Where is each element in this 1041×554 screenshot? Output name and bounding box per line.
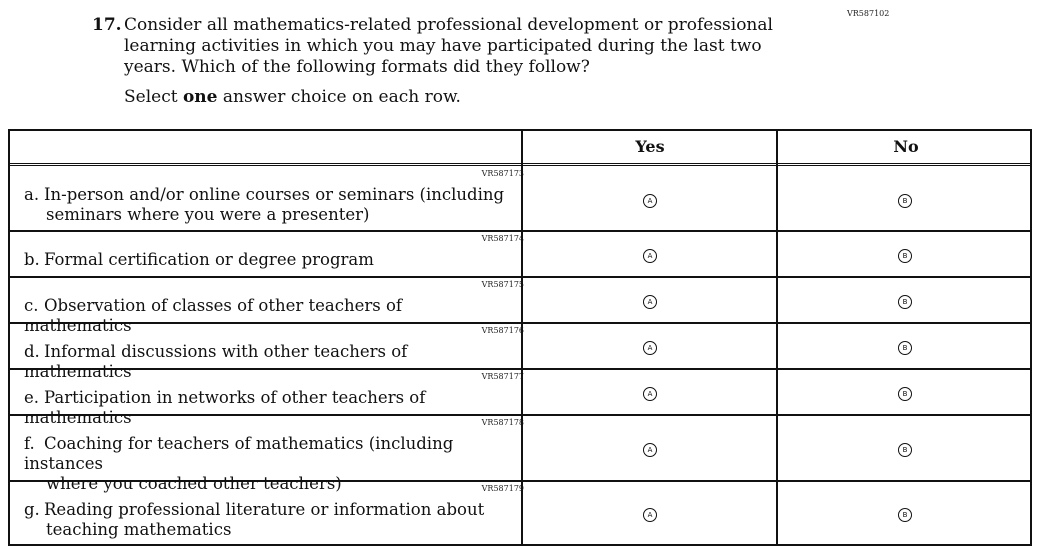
answer-bubble-no[interactable]: B bbox=[898, 341, 912, 355]
answer-bubble-no[interactable]: B bbox=[898, 249, 912, 263]
row-id: VR587174 bbox=[481, 234, 524, 243]
answer-bubble-yes[interactable]: A bbox=[643, 443, 657, 457]
row-text-line1: Observation of classes of other teachers of mathematics bbox=[24, 296, 403, 335]
answer-bubble-no[interactable]: B bbox=[898, 194, 912, 208]
answer-bubble-no[interactable]: B bbox=[898, 443, 912, 457]
row-label bbox=[24, 250, 514, 270]
row-text-line2: teaching mathematics bbox=[46, 520, 232, 539]
table-row bbox=[10, 480, 1030, 544]
answer-bubble-yes[interactable]: A bbox=[643, 508, 657, 522]
grid-header bbox=[10, 131, 1030, 166]
row-label bbox=[24, 185, 514, 225]
answer-bubble-no[interactable]: B bbox=[898, 387, 912, 401]
table-row bbox=[10, 230, 1030, 278]
row-text-line1: Participation in networks of other teachers of mathematics bbox=[24, 388, 426, 427]
answer-bubble-yes[interactable]: A bbox=[643, 387, 657, 401]
row-id: VR587176 bbox=[481, 326, 524, 335]
answer-bubble-yes[interactable]: A bbox=[643, 249, 657, 263]
row-text-line2: where you coached other teachers) bbox=[46, 474, 342, 493]
row-id: VR587173 bbox=[481, 169, 524, 178]
row-id: VR587179 bbox=[481, 484, 524, 493]
row-letter: d. bbox=[24, 342, 40, 361]
row-text-line1: In-person and/or online courses or seminars (including bbox=[44, 185, 505, 204]
column-divider bbox=[521, 131, 523, 544]
row-id: VR587178 bbox=[481, 418, 524, 427]
column-divider bbox=[776, 131, 778, 544]
question-instruction bbox=[124, 87, 461, 107]
row-text-line1: Coaching for teachers of mathematics (including instances bbox=[24, 434, 454, 473]
row-text-line2: seminars where you were a presenter) bbox=[46, 205, 370, 224]
row-letter: f. bbox=[24, 434, 35, 453]
row-text-line1: Reading professional literature or information about bbox=[44, 500, 485, 519]
table-row bbox=[10, 165, 1030, 232]
answer-bubble-yes[interactable]: A bbox=[643, 295, 657, 309]
answer-bubble-yes[interactable]: A bbox=[643, 194, 657, 208]
row-text-line1: Informal discussions with other teachers of mathematics bbox=[24, 342, 408, 381]
instruction-suffix: answer choice on each row. bbox=[217, 87, 461, 107]
row-id: VR587177 bbox=[481, 372, 524, 381]
answer-bubble-no[interactable]: B bbox=[898, 295, 912, 309]
answer-bubble-yes[interactable]: A bbox=[643, 341, 657, 355]
question-id: VR587102 bbox=[847, 9, 890, 18]
row-letter: b. bbox=[24, 250, 40, 269]
row-letter: a. bbox=[24, 185, 40, 204]
column-header-no: No bbox=[893, 137, 919, 156]
row-id: VR587175 bbox=[481, 280, 524, 289]
row-letter: e. bbox=[24, 388, 40, 407]
answer-bubble-no[interactable]: B bbox=[898, 508, 912, 522]
row-label bbox=[24, 500, 514, 540]
row-text-line1: Formal certification or degree program bbox=[44, 250, 374, 269]
instruction-prefix: Select bbox=[124, 87, 183, 107]
question-number: 17. bbox=[92, 15, 122, 35]
instruction-emphasis: one bbox=[182, 87, 218, 107]
question-text: Consider all mathematics-related professional development or professional learning activities in which you may have participated during the last two years. Which of the following formats did they follow? bbox=[124, 15, 773, 77]
answer-grid bbox=[8, 129, 1032, 546]
row-letter: c. bbox=[24, 296, 39, 315]
column-header-yes: Yes bbox=[635, 137, 665, 156]
row-letter: g. bbox=[24, 500, 40, 519]
